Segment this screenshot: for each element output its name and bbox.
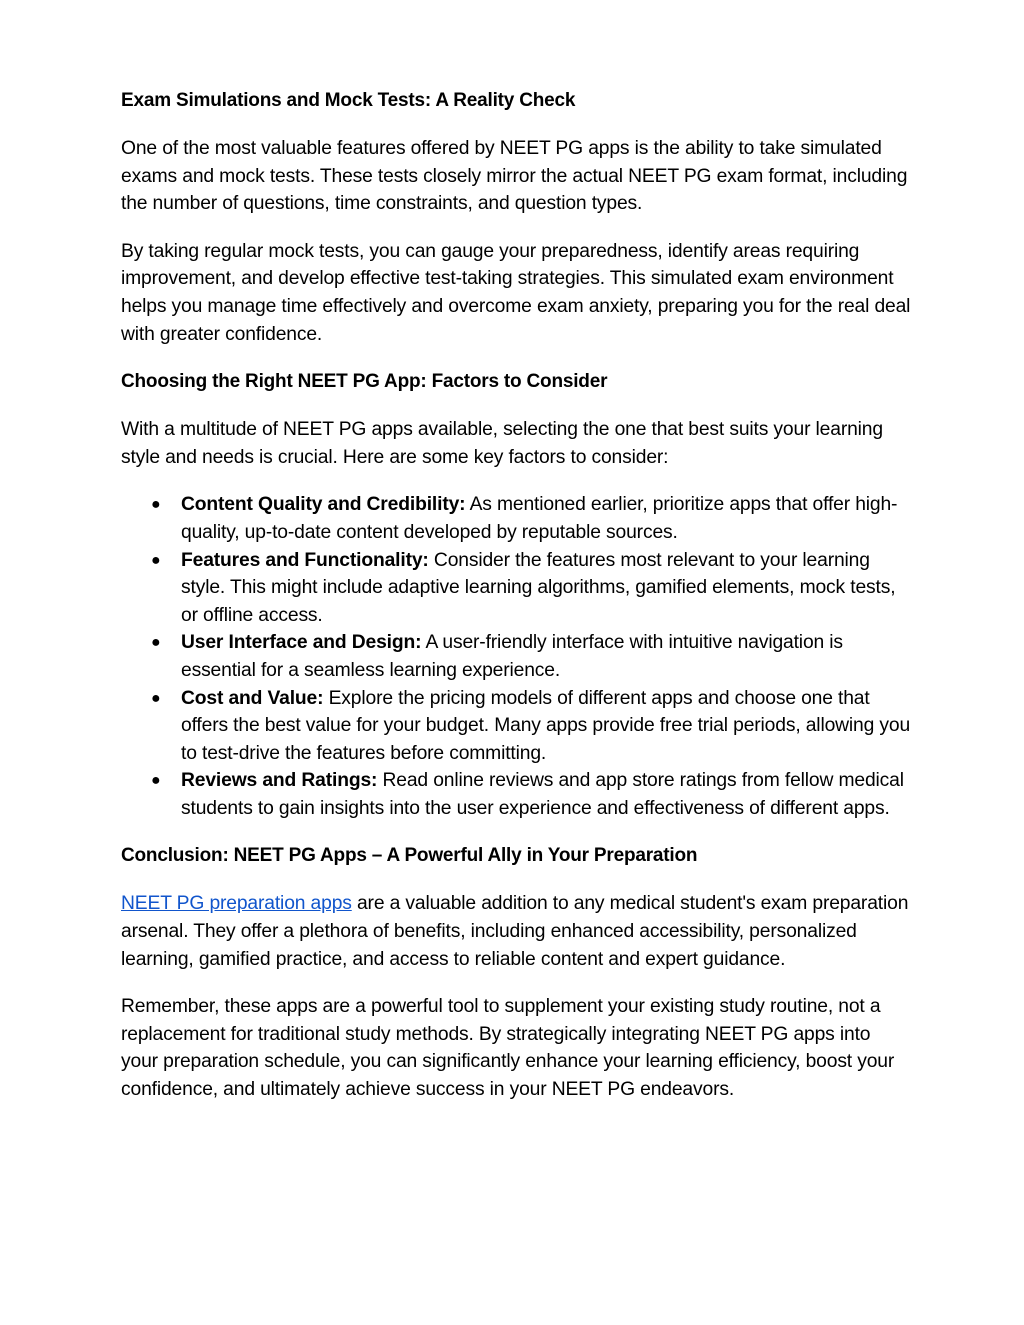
list-item (121, 491, 911, 546)
paragraph-conclusion (121, 890, 911, 973)
factor-description: Explore the pricing models of different apps and choose one that offers the best value for your budget. Many apps provide free trial periods, allowing you to test-drive the features before committing. (181, 687, 911, 764)
bullet-icon: ● (151, 496, 161, 514)
paragraph-choosing-intro: With a multitude of NEET PG apps available, selecting the one that best suits your learning style and needs is crucial. Here are some key factors to consider: (121, 419, 883, 468)
bullet-icon: ● (151, 772, 161, 790)
paragraph-mock-tests-benefits: By taking regular mock tests, you can gauge your preparedness, identify areas requiring improvement, and develop effective test-taking strategies. This simulated exam environment helps you manage time effectively and overcome exam anxiety, preparing you for the real deal with greater confidence. (121, 240, 911, 345)
factor-description: A user-friendly interface with intuitive navigation is essential for a seamless learning experience. (181, 632, 843, 681)
factors-list (121, 491, 911, 822)
bullet-icon: ● (151, 551, 161, 569)
list-item (121, 767, 911, 822)
bullet-icon: ● (151, 634, 161, 652)
factor-description: Consider the features most relevant to your learning style. This might include adaptive learning algorithms, gamified elements, mock tests, or offline access. (181, 549, 896, 626)
factor-description: Read online reviews and app store ratings from fellow medical students to gain insights into the user experience and effectiveness of different apps. (181, 770, 904, 819)
factor-term: Content Quality and Credibility: (181, 494, 466, 516)
bullet-icon: ● (151, 689, 161, 707)
factor-term: User Interface and Design: (181, 632, 422, 654)
section-heading-exam-simulations: Exam Simulations and Mock Tests: A Reality Check (121, 90, 576, 111)
paragraph-mock-tests-intro: One of the most valuable features offered by NEET PG apps is the ability to take simulated exams and mock tests. These tests closely mirror the actual NEET PG exam format, including the number of questions, time constraints, and question types. (121, 138, 908, 215)
neet-pg-apps-link[interactable]: NEET PG preparation apps (121, 893, 352, 915)
factor-term: Cost and Value: (181, 687, 324, 709)
paragraph-closing: Remember, these apps are a powerful tool to supplement your existing study routine, not a replacement for traditional study methods. By strategically integrating NEET PG apps into your preparation schedule, you can significantly enhance your learning efficiency, boost your confidence, and ultimately achieve success in your NEET PG endeavors. (121, 996, 895, 1101)
section-heading-conclusion: Conclusion: NEET PG Apps – A Powerful Ally in Your Preparation (121, 845, 698, 867)
document-page (121, 87, 911, 1124)
factor-term: Features and Functionality: (181, 549, 429, 571)
factor-description: As mentioned earlier, prioritize apps that offer high-quality, up-to-date content developed by reputable sources. (181, 494, 898, 543)
list-item (121, 685, 911, 768)
factor-term: Reviews and Ratings: (181, 770, 378, 792)
conclusion-text: are a valuable addition to any medical student's exam preparation arsenal. They offer a plethora of benefits, including enhanced accessibility, personalized learning, gamified practice, and access to reliable content and expert guidance. (121, 893, 909, 970)
list-item (121, 547, 911, 630)
list-item (121, 629, 911, 684)
section-heading-choosing-app: Choosing the Right NEET PG App: Factors to Consider (121, 371, 608, 393)
